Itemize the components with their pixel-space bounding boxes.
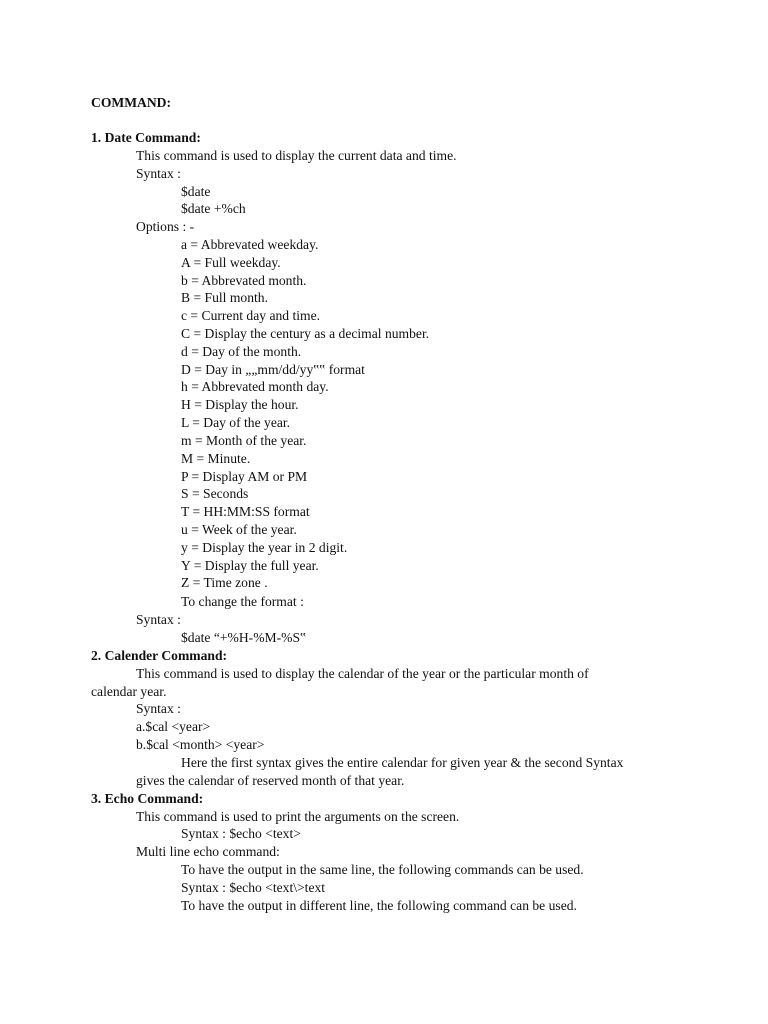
date-section-title: 1. Date Command: [91, 130, 201, 145]
echo-syntax-2: Syntax : $echo <text\>text [181, 880, 326, 895]
date-option-item: d = Day of the month. [181, 344, 302, 359]
date-option-item: c = Current day and time. [181, 308, 321, 323]
date-option-item: C = Display the century as a decimal number. [181, 326, 430, 341]
cal-description: calendar year. [91, 684, 167, 699]
date-option-item: A = Full weekday. [181, 255, 281, 270]
page-heading: COMMAND: [91, 95, 172, 110]
date-option-item: h = Abbrevated month day. [181, 379, 329, 394]
date-option-item: B = Full month. [181, 290, 268, 305]
cal-syntax-line: b.$cal <month> <year> [136, 737, 265, 752]
date-option-item: P = Display AM or PM [181, 469, 308, 484]
date-syntax-label-2: Syntax : [136, 612, 181, 627]
date-option-item: T = HH:MM:SS format [181, 504, 310, 519]
date-option-item: L = Day of the year. [181, 415, 291, 430]
cal-note: gives the calendar of reserved month of that year. [136, 773, 405, 788]
cal-section-title: 2. Calender Command: [91, 648, 228, 663]
echo-description: This command is used to print the arguments on the screen. [136, 809, 460, 824]
date-option-item: H = Display the hour. [181, 397, 299, 412]
date-option-item: M = Minute. [181, 451, 251, 466]
cal-syntax-line: a.$cal <year> [136, 719, 211, 734]
date-syntax-line: $date [181, 184, 211, 199]
date-description: This command is used to display the current data and time. [136, 148, 457, 163]
cal-description: This command is used to display the calendar of the year or the particular month of [136, 666, 589, 681]
echo-multiline-label: Multi line echo command: [136, 844, 280, 859]
date-option-item: u = Week of the year. [181, 522, 297, 537]
date-option-item: D = Day in „„mm/dd/yy‟‟ format [181, 362, 365, 377]
date-syntax-line: $date +%ch [181, 201, 246, 216]
date-option-item: Y = Display the full year. [181, 558, 319, 573]
date-options-label: Options : - [136, 219, 195, 234]
date-option-item: Z = Time zone . [181, 575, 268, 590]
date-format-example: $date “+%H-%M-%S‟ [181, 630, 307, 645]
date-option-item: S = Seconds [181, 486, 249, 501]
echo-section-title: 3. Echo Command: [91, 791, 204, 806]
echo-diff-line-note: To have the output in different line, the following command can be used. [181, 898, 577, 913]
date-option-item: y = Display the year in 2 digit. [181, 540, 348, 555]
date-option-item: m = Month of the year. [181, 433, 307, 448]
echo-syntax: Syntax : $echo <text> [181, 826, 301, 841]
cal-note: Here the first syntax gives the entire calendar for given year & the second Syntax [181, 755, 624, 770]
date-change-format: To change the format : [181, 594, 304, 609]
date-syntax-label: Syntax : [136, 166, 181, 181]
date-option-item: b = Abbrevated month. [181, 273, 307, 288]
date-option-item: a = Abbrevated weekday. [181, 237, 319, 252]
cal-syntax-label: Syntax : [136, 701, 181, 716]
echo-same-line-note: To have the output in the same line, the following commands can be used. [181, 862, 584, 877]
